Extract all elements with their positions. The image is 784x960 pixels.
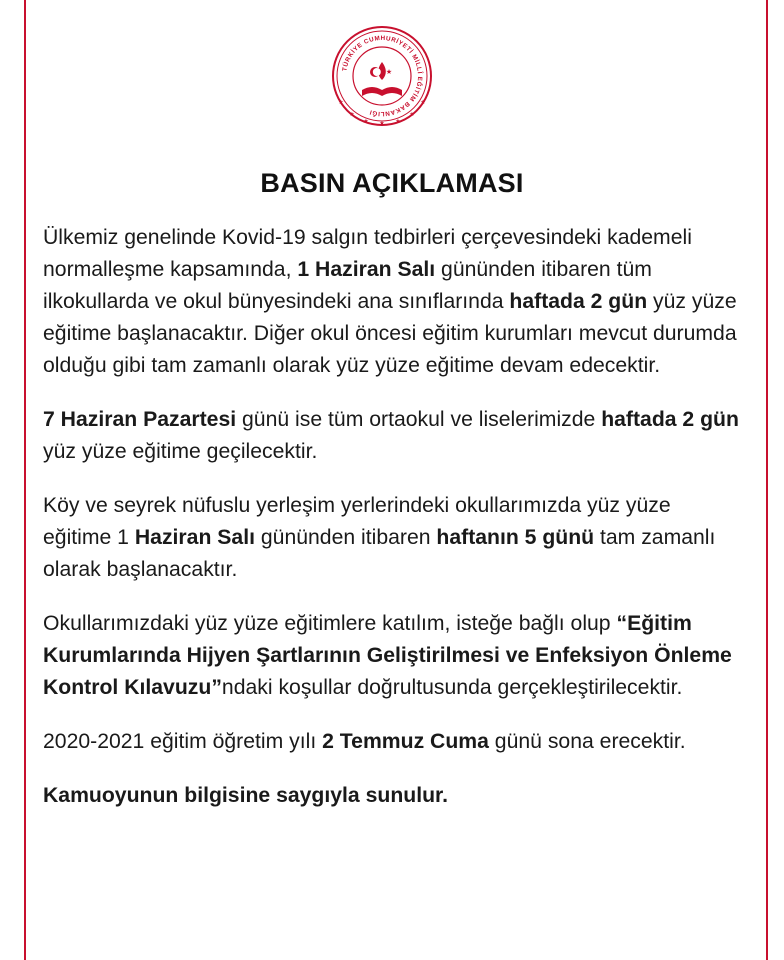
paragraph-text: Ülkemiz genelinde Kovid-19 salgın tedbirleri çerçevesindeki kademeli normalleşme kapsamında, [43, 226, 692, 281]
svg-text:★: ★ [409, 111, 415, 118]
emphasized-text: haftada 2 gün [509, 290, 648, 313]
paragraph-text: günü ise tüm ortaokul ve liselerimizde [236, 408, 602, 431]
paragraph-text: ndaki koşullar doğrultusunda gerçekleştirilecektir. [221, 676, 683, 699]
paragraph-text: Okullarımızdaki yüz yüze eğitimlere katılım, isteğe bağlı olup [43, 612, 617, 635]
emphasized-text: 2 Temmuz Cuma [322, 730, 489, 753]
body-paragraph-6 [43, 780, 743, 812]
paragraph-text: yüz yüze eğitime geçilecektir. [43, 440, 318, 463]
svg-text:★: ★ [385, 68, 393, 76]
press-release-body [43, 222, 743, 834]
paragraph-text: günü sona erecektir. [488, 730, 686, 753]
svg-text:★: ★ [363, 118, 369, 125]
body-paragraph-4 [43, 608, 743, 704]
emphasized-text: haftada 2 gün [601, 408, 739, 431]
paragraph-text: tam zamanlı olarak başlanacaktır. [43, 526, 716, 581]
page-border-right [766, 0, 768, 960]
emphasized-text: 1 Haziran Salı [297, 258, 436, 281]
paragraph-text: Köy ve seyrek nüfuslu yerleşim yerlerindeki okullarımızda yüz yüze eğitime 1 [43, 494, 671, 549]
svg-text:★: ★ [420, 99, 426, 106]
paragraph-text: 2020-2021 eğitim öğretim yılı [43, 730, 323, 753]
page-border-left [24, 0, 26, 960]
ministry-seal-logo [330, 24, 434, 128]
emphasized-text: 7 Haziran Pazartesi [43, 408, 237, 431]
svg-text:★: ★ [338, 99, 344, 106]
emphasized-text: Haziran Salı [134, 526, 255, 549]
emphasized-text: “Eğitim Kurumlarında Hijyen Şartlarının Geliştirilmesi ve Enfeksiyon Önleme Kontrol Kılavuzu” [43, 612, 732, 699]
body-paragraph-2 [43, 404, 743, 468]
body-paragraph-5 [43, 726, 743, 758]
svg-text:★: ★ [379, 120, 385, 127]
seal-ring-text: TÜRKİYE CUMHURİYETİ MİLLÎ EĞİTİM BAKANLIĞI [341, 34, 424, 118]
paragraph-text: gününden itibaren [254, 526, 437, 549]
page-title: BASIN AÇIKLAMASI [260, 168, 524, 198]
paragraph-text: yüz yüze eğitime başlanacaktır. Diğer okul öncesi eğitim kurumları mevcut durumda olduğu gibi tam zamanlı olarak yüz yüze eğitime devam edecektir. [43, 290, 737, 377]
svg-text:★: ★ [395, 118, 401, 125]
body-paragraph-3 [43, 490, 743, 586]
paragraph-text: gününden itibaren tüm ilkokullarda ve okul bünyesindeki ana sınıflarında [43, 258, 652, 313]
emphasized-text: Kamuoyunun bilgisine saygıyla sunulur. [43, 784, 448, 807]
emphasized-text: haftanın 5 günü [436, 526, 595, 549]
body-paragraph-1 [43, 222, 743, 382]
svg-text:★: ★ [349, 111, 355, 118]
